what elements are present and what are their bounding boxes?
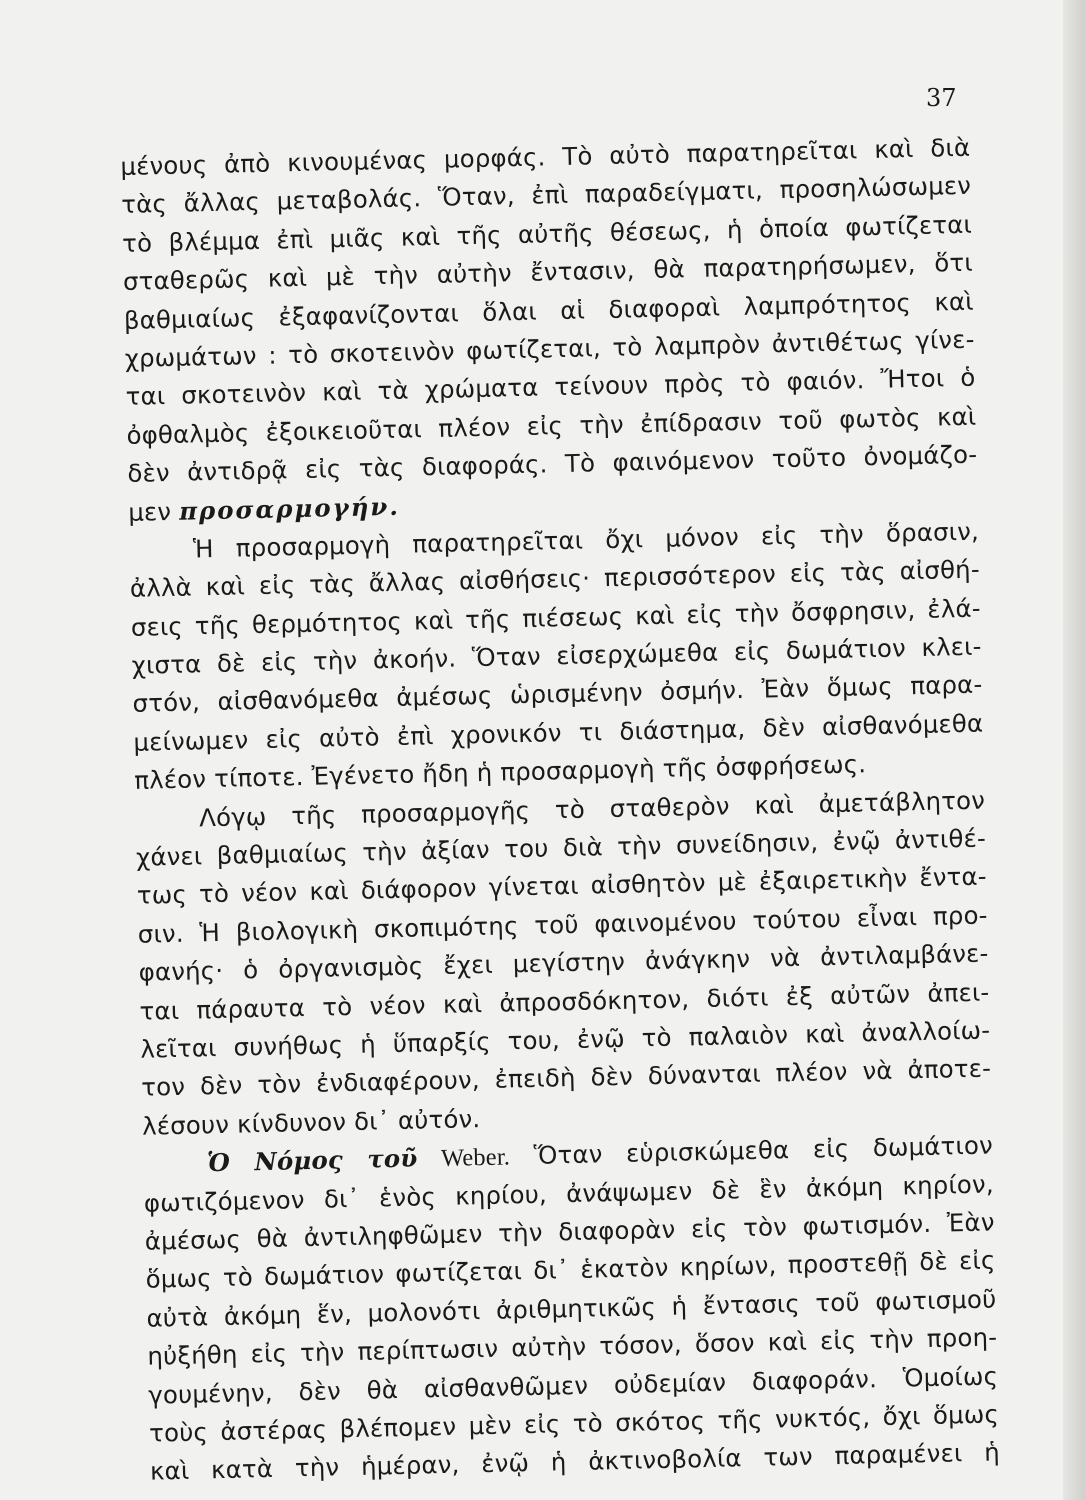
text-line: σταθερῶς καὶ μὲ τὴν αὐτὴν ἔντασιν, θὰ παρατηρήσωμεν, ὅτι xyxy=(122,247,974,297)
text-line: τοὺς ἀστέρας βλέπομεν μὲν εἰς τὸ σκότος τῆς νυκτός, ὄχι ὅμως xyxy=(148,1399,1000,1448)
text-line: Ἡ προσαρμογὴ παρατηρεῖται ὄχι μόνον εἰς τὴν ὅρασιν, xyxy=(192,516,980,564)
text-line: πλέον τίποτε. Ἐγένετο ἤδη ἡ προσαρμογὴ τῆς ὀσφρήσεως. xyxy=(134,749,867,796)
text-line: ὅμως τὸ δωμάτιον φωτίζεται δι᾿ ἑκατὸν κηρίων, προστεθῇ δὲ εἰς xyxy=(145,1245,996,1295)
text-line: φωτιζόμενον δι᾿ ἑνὸς κηρίου, ἀνάψωμεν δὲ ἓν ἀκόμη κηρίον, xyxy=(143,1168,995,1218)
text-line: τὰς ἄλλας μεταβολάς. Ὅταν, ἐπὶ παραδείγματι, προσηλώσωμεν xyxy=(120,171,972,220)
term-emphasis: προσαρμογήν. xyxy=(178,491,401,526)
text-line: γουμένην, δὲν θὰ αἰσθανθῶμεν οὐδεμίαν διαφοράν. Ὁμοίως xyxy=(147,1360,999,1410)
text-line: ται πάραυτα τὸ νέον καὶ ἀπροσδόκητον, διότι ἐξ αὐτῶν ἀπει- xyxy=(139,977,990,1026)
text-line: τον δὲν τὸν ἐνδιαφέρουν, ἐπειδὴ δὲν δύνανται πλέον νὰ ἀποτε- xyxy=(140,1053,992,1103)
text-line: σεις τῆς θερμότητος καὶ τῆς πιέσεως καὶ εἰς τὴν ὄσφρησιν, ἐλά- xyxy=(130,593,981,642)
text-line: μένους ἀπὸ κινουμένας μορφάς. Τὸ αὐτὸ παρατηρεῖται καὶ διὰ xyxy=(120,132,971,181)
text-line: ηὐξήθη εἰς τὴν περίπτωσιν αὐτὴν τόσον, ὅσον καὶ εἰς τὴν προη- xyxy=(147,1322,998,1371)
section-heading: Ὁ Νόμος τοῦ xyxy=(206,1143,418,1178)
text-line: λέσουν κίνδυνον δι᾿ αὐτόν. xyxy=(141,1103,481,1141)
text-line: δὲν ἀντιδρᾷ εἰς τὰς διαφοράς. Τὸ φαινόμενον τοῦτο ὀνομάζο- xyxy=(127,439,978,489)
text-fragment: μεν xyxy=(127,496,172,527)
text-line: ὀφθαλμὸς ἐξοικειοῦται πλέον εἰς τὴν ἐπίδρασιν τοῦ φωτὸς καὶ xyxy=(126,401,977,450)
text-line: μείνωμεν εἰς αὐτὸ ἐπὶ χρονικόν τι διάστημα, δὲν αἰσθανόμεθα xyxy=(133,708,984,757)
text-line: τὸ βλέμμα ἐπὶ μιᾶς καὶ τῆς αὐτῆς θέσεως, ἡ ὁποία φωτίζεται xyxy=(121,209,973,258)
text-line: χιστα δὲ εἰς τὴν ἀκοήν. Ὅταν εἰσερχώμεθα εἰς δωμάτιον κλει- xyxy=(131,631,982,680)
paragraph-2 xyxy=(129,513,985,801)
text-line: λεῖται συνήθως ἡ ὕπαρξίς του, ἐνῷ τὸ παλαιὸν καὶ ἀναλλοίω- xyxy=(140,1015,991,1064)
page-number: 37 xyxy=(926,84,957,112)
text-line: στόν, αἰσθανόμεθα ἀμέσως ὡρισμένην ὀσμήν. Ἐὰν ὅμως παρα- xyxy=(132,670,983,719)
text-line: σιν. Ἡ βιολογικὴ σκοπιμότης τοῦ φαινομένου τούτου εἶναι προ- xyxy=(137,900,988,949)
text-line: βαθμιαίως ἐξαφανίζονται ὅλαι αἱ διαφοραὶ λαμπρότητος καὶ xyxy=(123,286,975,335)
text-line: ἀμέσως θὰ ἀντιληφθῶμεν τὴν διαφορὰν εἰς τὸν φωτισμόν. Ἐὰν xyxy=(144,1207,995,1256)
paragraph-4 xyxy=(143,1127,1001,1492)
text-line: αὐτὰ ἀκόμη ἕν, μολονότι ἀριθμητικῶς ἡ ἔντασις τοῦ φωτισμοῦ xyxy=(146,1284,997,1333)
text-line: Λόγῳ τῆς προσαρμογῆς τὸ σταθερὸν καὶ ἀμετάβλητον xyxy=(198,785,986,833)
paragraph-3 xyxy=(135,781,993,1146)
text-line: φανής· ὁ ὀργανισμὸς ἔχει μεγίστην ἀνάγκην νὰ ἀντιλαμβάνε- xyxy=(138,938,989,987)
body-text xyxy=(120,129,1000,1492)
text-line: ἀλλὰ καὶ εἰς τὰς ἄλλας αἰσθήσεις· περισσότερον εἰς τὰς αἰσθή- xyxy=(129,554,981,604)
text-line: καὶ κατὰ τὴν ἡμέραν, ἐνῷ ἡ ἀκτινοβολία των παραμένει ἡ xyxy=(149,1437,1001,1486)
paragraph-1 xyxy=(120,129,978,532)
text-line: χάνει βαθμιαίως τὴν ἀξίαν του διὰ τὴν συνείδησιν, ἐνῷ ἀντιθέ- xyxy=(135,823,987,872)
page-edge xyxy=(1063,0,1085,1500)
weber-name: Weber. xyxy=(440,1143,511,1173)
text-fragment: Ὅταν εὑρισκώμεθα εἰς δωμάτιον xyxy=(533,1130,994,1171)
text-line: τως τὸ νέον καὶ διάφορον γίνεται αἰσθητὸν μὲ ἐξαιρετικὴν ἔντα- xyxy=(136,861,988,911)
text-line: ται σκοτεινὸν καὶ τὰ χρώματα τείνουν πρὸς τὸ φαιόν. Ἤτοι ὁ xyxy=(125,362,976,412)
text-line: χρωμάτων : τὸ σκοτεινὸν φωτίζεται, τὸ λαμπρὸν ἀντιθέτως γίνε- xyxy=(124,324,975,373)
